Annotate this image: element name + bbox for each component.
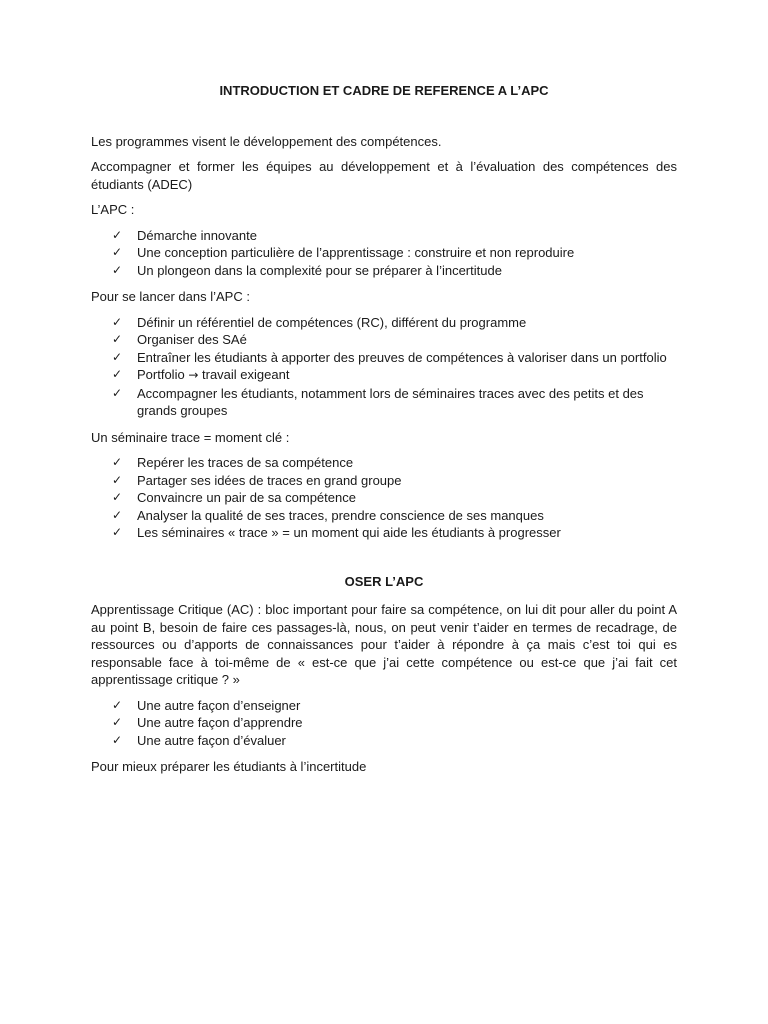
list-item: ✓ Portfolio → travail exigeant [112,367,290,382]
check-icon: ✓ [112,385,123,400]
document-title: INTRODUCTION ET CADRE DE REFERENCE A L’APC [219,83,549,98]
check-icon: ✓ [112,262,123,277]
arrow-right-icon: → [188,368,199,382]
closing-paragraph: Pour mieux préparer les étudiants à l’incertitude [91,759,367,774]
list-item: ✓ Une conception particulière de l’apprentissage : construire et non reproduire [112,245,575,260]
list-item: ✓ Une autre façon d’apprendre [112,715,303,730]
list-item: ✓ Une autre façon d’évaluer [112,732,286,748]
check-icon: ✓ [112,715,123,729]
check-icon: ✓ [112,490,123,504]
check-icon: ✓ [112,349,123,364]
check-icon: ✓ [112,697,123,712]
intro-paragraph-2: Accompagner et former les équipes au développement et à l’évaluation des compétences des étudiants (ADEC) [91,159,677,192]
list-item: ✓ Repérer les traces de sa compétence [112,455,354,470]
apc-label: L’APC : [91,202,135,217]
check-icon: ✓ [112,314,123,329]
check-icon: ✓ [112,525,123,539]
check-icon: ✓ [112,245,123,259]
check-icon: ✓ [112,472,123,487]
check-icon: ✓ [112,227,123,242]
list-item: ✓ Analyser la qualité de ses traces, prendre conscience de ses manques [112,507,544,523]
list-item: ✓ Les séminaires « trace » = un moment qui aide les étudiants à progresser [112,525,561,540]
launch-list [91,314,677,420]
list-item: ✓ Organiser des SAé [112,332,247,347]
check-icon: ✓ [112,732,123,747]
list-item: ✓ Partager ses idées de traces en grand groupe [112,472,402,488]
document-page [91,82,677,784]
list-item: ✓ Accompagner les étudiants, notamment lors de séminaires traces avec des petits et des grands groupes [112,385,644,418]
launch-label: Pour se lancer dans l’APC : [91,289,250,304]
section-title: OSER L’APC [344,573,424,589]
list-item: ✓ Entraîner les étudiants à apporter des preuves de compétences à valoriser dans un portfolio [112,349,667,365]
check-icon: ✓ [112,455,123,469]
list-item: ✓ Un plongeon dans la complexité pour se préparer à l’incertitude [112,262,502,278]
list-item: ✓ Définir un référentiel de compétences (RC), différent du programme [112,314,527,330]
apc-list [91,227,677,280]
list-item: ✓ Démarche innovante [112,227,257,243]
check-icon: ✓ [112,332,123,346]
intro-paragraph-1: Les programmes visent le développement des compétences. [91,133,442,149]
check-icon: ✓ [112,507,123,522]
ac-paragraph: Apprentissage Critique (AC) : bloc important pour faire sa compétence, on lui dit pour aller du point A au point B, besoin de faire ces passages-là, nous, on peut venir t’aider en termes de recadrage, de ressources ou d’apports de connaissances pour t’aider à répondre à ça mais c’est toi qui es responsable face à toi-même de « est-ce que j’ai cette compétence ou est-ce que j’ai fait cet apprentissage critique ? » [91,602,677,687]
list-item: ✓ Une autre façon d’enseigner [112,697,301,713]
oser-list [91,697,677,750]
check-icon: ✓ [112,367,123,381]
seminar-list [91,454,677,542]
seminar-label: Un séminaire trace = moment clé : [91,429,290,445]
list-item: ✓ Convaincre un pair de sa compétence [112,490,356,505]
